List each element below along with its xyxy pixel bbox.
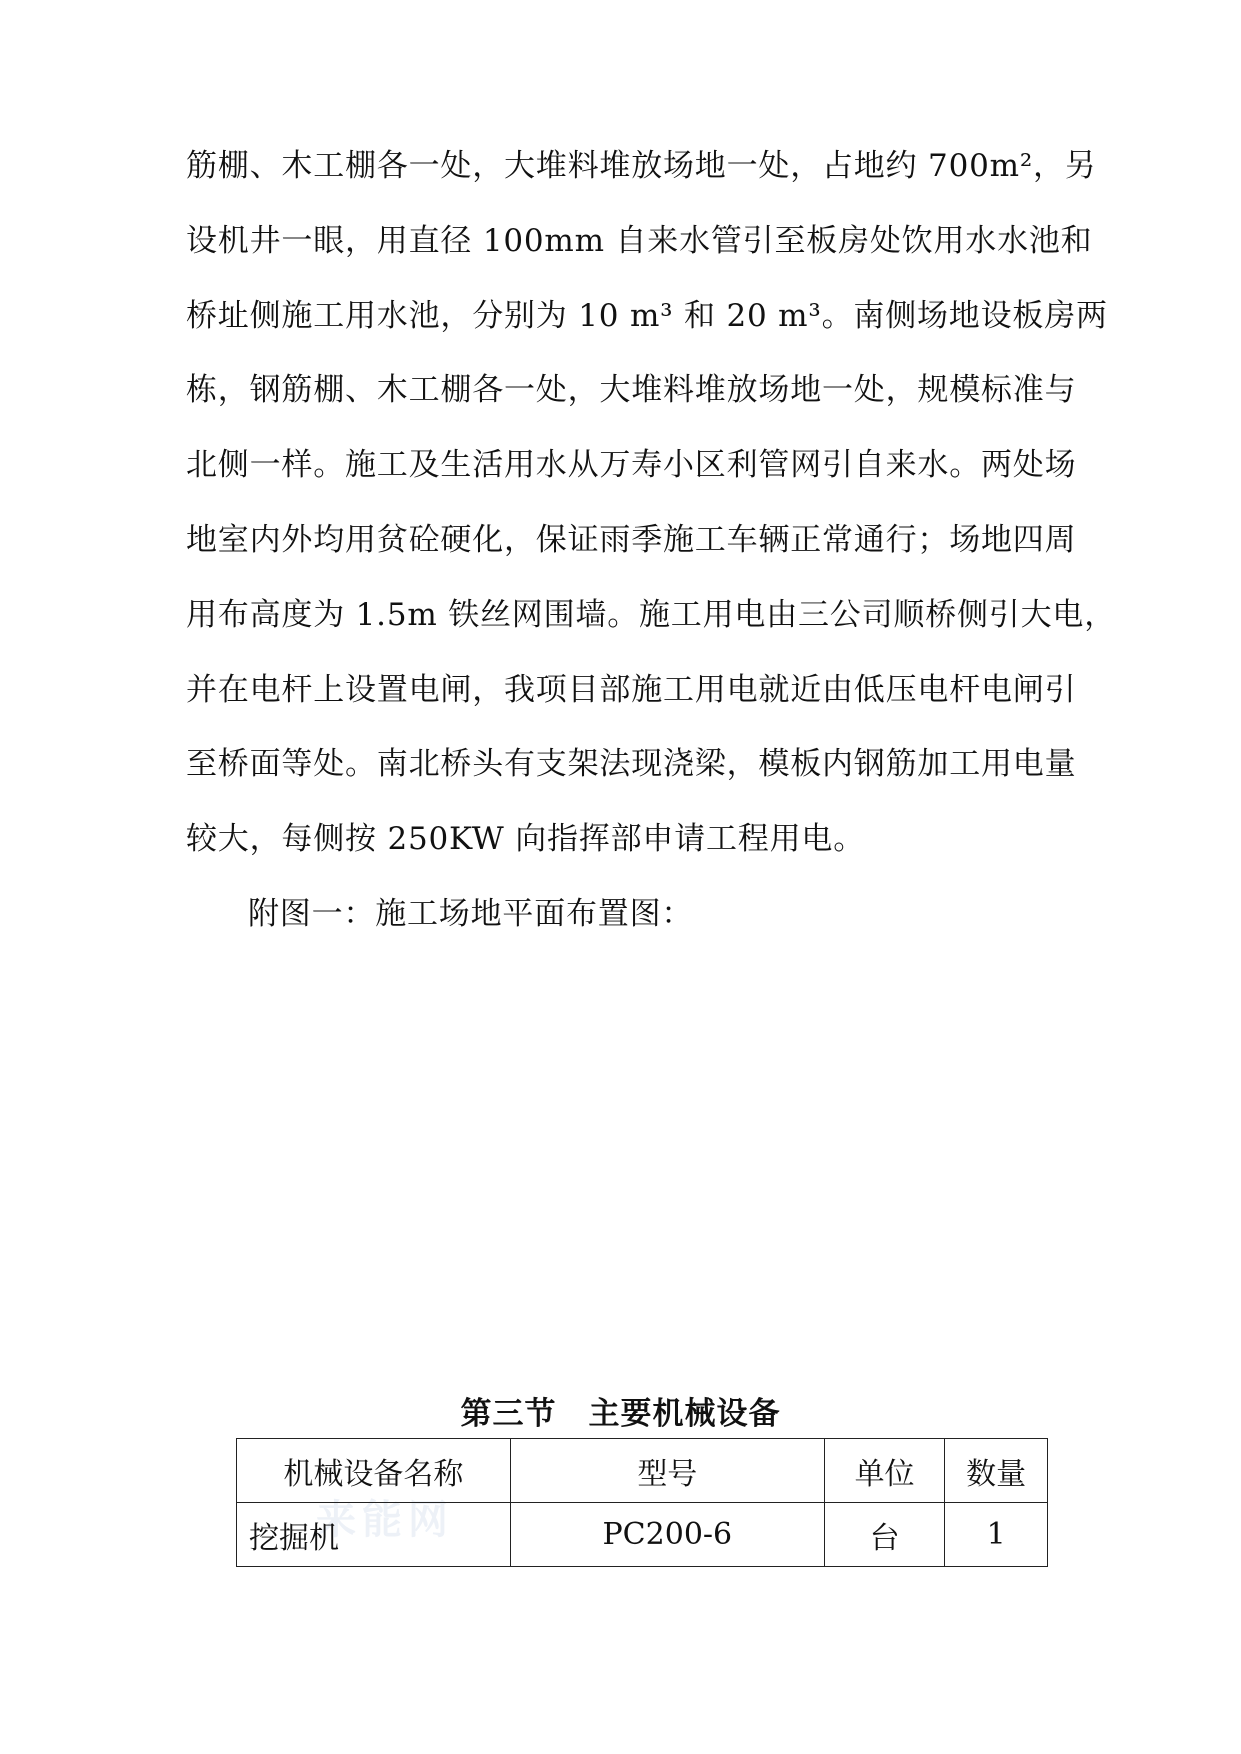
paragraph-line: 用布高度为 1.5m 铁丝网围墙。施工用电由三公司顺桥侧引大电， xyxy=(186,597,1117,633)
paragraph-line: 筋棚、木工棚各一处，大堆料堆放场地一处，占地约 700m²，另 xyxy=(186,148,1097,184)
paragraph-line: 并在电杆上设置电闸，我项目部施工用电就近由低压电杆电闸引 xyxy=(186,672,1077,708)
header-cell-name: 机械设备名称 xyxy=(237,1439,511,1503)
paragraph-line: 地室内外均用贫砼硬化，保证雨季施工车辆正常通行；场地四周 xyxy=(186,522,1077,558)
cell-quantity: 1 xyxy=(945,1503,1048,1567)
cell-model: PC200-6 xyxy=(510,1503,824,1567)
paragraph-line: 北侧一样。施工及生活用水从万寿小区利管网引自来水。两处场 xyxy=(186,447,1077,483)
paragraph-line: 桥址侧施工用水池，分别为 10 m³ 和 20 m³。南侧场地设板房两 xyxy=(186,298,1108,334)
cell-unit: 台 xyxy=(824,1503,945,1567)
table-row xyxy=(237,1503,1048,1567)
equipment-table xyxy=(236,1438,1048,1567)
paragraph-line: 栋，钢筋棚、木工棚各一处，大堆料堆放场地一处，规模标准与 xyxy=(186,372,1077,408)
cell-name: 挖掘机 xyxy=(237,1503,511,1567)
header-cell-unit: 单位 xyxy=(824,1439,945,1503)
header-cell-model: 型号 xyxy=(510,1439,824,1503)
paragraph-line: 较大，每侧按 250KW 向指挥部申请工程用电。 xyxy=(186,821,865,857)
figure-caption: 附图一：施工场地平面布置图： xyxy=(248,896,694,932)
watermark: 来能网 xyxy=(316,1497,454,1543)
paragraph-line: 至桥面等处。南北桥头有支架法现浇梁，模板内钢筋加工用电量 xyxy=(186,746,1077,782)
paragraph-line: 设机井一眼，用直径 100mm 自来水管引至板房处饮用水水池和 xyxy=(186,223,1093,259)
header-cell-quantity: 数量 xyxy=(945,1439,1048,1503)
section-title: 第三节 主要机械设备 xyxy=(460,1396,781,1432)
table-header-row xyxy=(237,1439,1048,1503)
